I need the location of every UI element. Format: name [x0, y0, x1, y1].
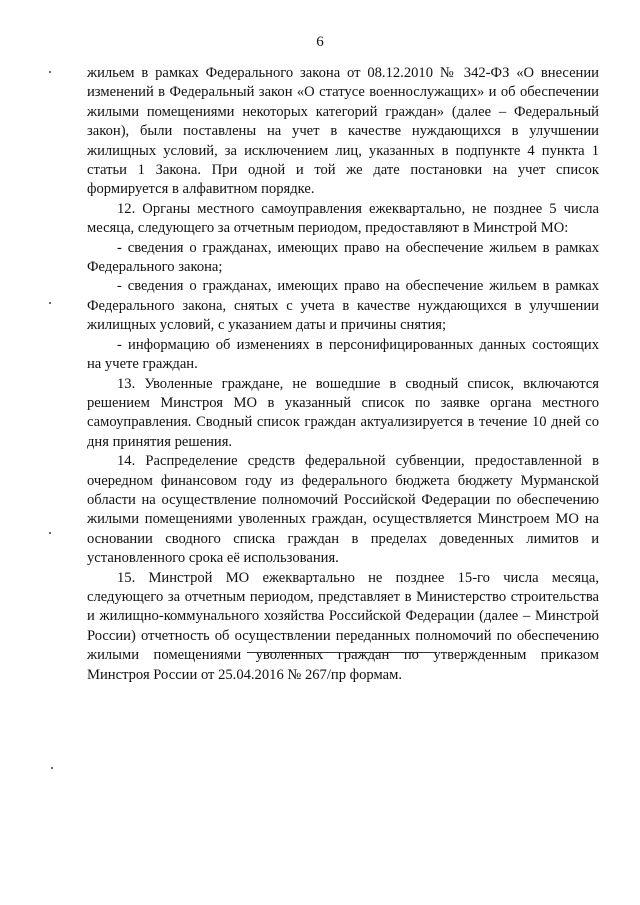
- list-item-persons-eligible: - сведения о гражданах, имеющих право на обеспечение жильем в рамках Федерального закона;: [87, 239, 599, 276]
- scan-mark: [49, 302, 51, 304]
- paragraph-13: 13. Уволенные граждане, не вошедшие в сводный список, включаются решением Минстроя МО в указанный список по заявке органа местного самоуправления. Сводный список граждан актуализируется в течение 10 дней со дня принятия решения.: [87, 375, 599, 450]
- document-body: [87, 64, 599, 685]
- list-item-persons-removed: - сведения о гражданах, имеющих право на обеспечение жильем в рамках Федерального закона, снятых с учета в качестве нуждающихся в улучшении жилищных условий, с указанием даты и причины снятия;: [87, 278, 599, 334]
- paragraph-14: 14. Распределение средств федеральной субвенции, предоставленной в очередном финансовом году из федерального бюджета бюджету Мурманской области на осуществление полномочий Российской Федерации по обеспечению жилыми помещениями уволенных граждан, осуществляется Минстроем МО на основании сводного списка граждан в пределах доведенных лимитов и установленного срока её использования.: [87, 453, 599, 567]
- separator-line: [247, 652, 437, 653]
- page-number: 6: [316, 34, 324, 50]
- list-item-data-changes: - информацию об изменениях в персонифицированных данных состоящих на учете граждан.: [87, 336, 599, 373]
- paragraph-12: 12. Органы местного самоуправления ежеквартально, не позднее 5 числа месяца, следующего за отчетным периодом, предоставляют в Минстрой МО:: [87, 200, 599, 237]
- paragraph-15: 15. Минстрой МО ежеквартально не позднее 15-го числа месяца, следующего за отчетным периодом, представляет в Министерство строительства и жилищно-коммунального хозяйства Российской Федерации (далее – Минстрой России) отчетность об осуществлении переданных полномочий по обеспечению жилыми помещениями уволенных граждан по утвержденным приказом Минстроя России от 25.04.2016 № 267/пр формам.: [87, 569, 599, 683]
- scan-mark: [51, 767, 53, 769]
- paragraph-continuation: жильем в рамках Федерального закона от 08.12.2010 № 342-ФЗ «О внесении изменений в Федеральный закон «О статусе военнослужащих» и об обеспечении жилыми помещениями некоторых категорий граждан» (далее – Федеральный закон), были поставлены на учет в качестве нуждающихся в улучшении жилищных условий, за исключением лиц, указанных в подпункте 4 пункта 1 статьи 1 Закона. При одной и той же дате постановки на учет список формируется в алфавитном порядке.: [87, 65, 599, 198]
- scan-mark: [49, 71, 51, 73]
- scan-mark: [49, 532, 51, 534]
